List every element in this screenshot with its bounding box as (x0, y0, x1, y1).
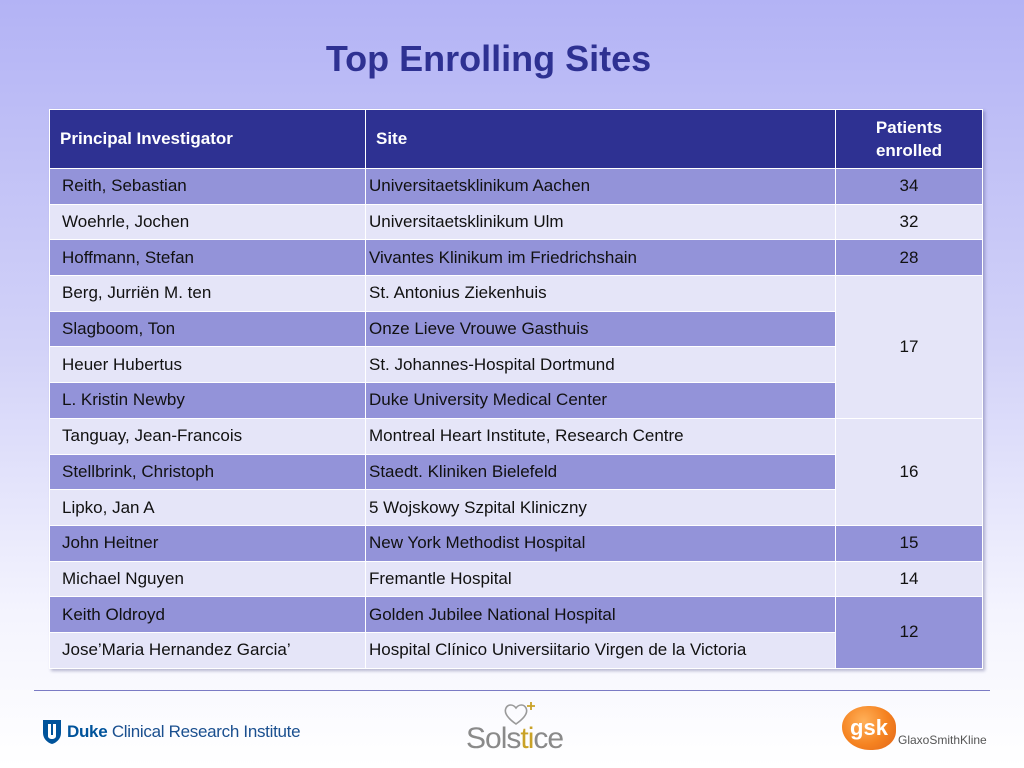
site-cell: 5 Wojskowy Szpital Kliniczny (366, 490, 836, 526)
gsk-mark: gsk (842, 706, 896, 750)
patients-cell: 34 (836, 169, 983, 205)
investigator-cell: Reith, Sebastian (50, 169, 366, 205)
patients-cell: 12 (836, 597, 983, 668)
gsk-company-name: GlaxoSmithKline (898, 733, 987, 747)
patients-cell: 15 (836, 525, 983, 561)
site-cell: Onze Lieve Vrouwe Gasthuis (366, 311, 836, 347)
investigator-cell: Jose’Maria Hernandez Garcia’ (50, 632, 366, 668)
investigator-cell: Michael Nguyen (50, 561, 366, 597)
header-principal-investigator: Principal Investigator (50, 110, 366, 169)
site-cell: Universitaetsklinikum Ulm (366, 204, 836, 240)
investigator-cell: Heuer Hubertus (50, 347, 366, 383)
table-row (50, 276, 983, 312)
site-cell: New York Methodist Hospital (366, 525, 836, 561)
page-title: Top Enrolling Sites (325, 38, 652, 79)
duke-logo: Duke Clinical Research Institute (42, 718, 300, 746)
gsk-logo (842, 706, 987, 750)
site-cell: St. Antonius Ziekenhuis (366, 276, 836, 312)
site-cell: Vivantes Klinikum im Friedrichshain (366, 240, 836, 276)
site-cell: Fremantle Hospital (366, 561, 836, 597)
site-cell: Universitaetsklinikum Aachen (366, 169, 836, 205)
patients-cell: 32 (836, 204, 983, 240)
footer-divider (34, 690, 990, 691)
table-row (50, 418, 983, 454)
investigator-cell: John Heitner (50, 525, 366, 561)
patients-cell: 16 (836, 418, 983, 525)
patients-cell: 14 (836, 561, 983, 597)
investigator-cell: Lipko, Jan A (50, 490, 366, 526)
site-cell: St. Johannes-Hospital Dortmund (366, 347, 836, 383)
investigator-cell: Berg, Jurriën M. ten (50, 276, 366, 312)
table-row (50, 525, 983, 561)
investigator-cell: L. Kristin Newby (50, 383, 366, 419)
solstice-logo: Solstice (466, 700, 561, 756)
table-row (50, 204, 983, 240)
investigator-cell: Tanguay, Jean-Francois (50, 418, 366, 454)
site-cell: Golden Jubilee National Hospital (366, 597, 836, 633)
table-row (50, 169, 983, 205)
duke-shield-icon (42, 719, 62, 745)
table-row (50, 597, 983, 633)
site-cell: Hospital Clínico Universiitario Virgen de la Victoria (366, 632, 836, 668)
table-header-row (50, 110, 983, 169)
site-cell: Staedt. Kliniken Bielefeld (366, 454, 836, 490)
investigator-cell: Stellbrink, Christoph (50, 454, 366, 490)
patients-cell: 17 (836, 276, 983, 419)
investigator-cell: Keith Oldroyd (50, 597, 366, 633)
investigator-cell: Hoffmann, Stefan (50, 240, 366, 276)
investigator-cell: Slagboom, Ton (50, 311, 366, 347)
header-site: Site (366, 110, 836, 169)
investigator-cell: Woehrle, Jochen (50, 204, 366, 240)
table-row (50, 561, 983, 597)
site-cell: Duke University Medical Center (366, 383, 836, 419)
enrollment-table (49, 109, 983, 669)
table-row (50, 240, 983, 276)
header-patients-enrolled: Patients enrolled (836, 110, 983, 169)
patients-cell: 28 (836, 240, 983, 276)
site-cell: Montreal Heart Institute, Research Centre (366, 418, 836, 454)
